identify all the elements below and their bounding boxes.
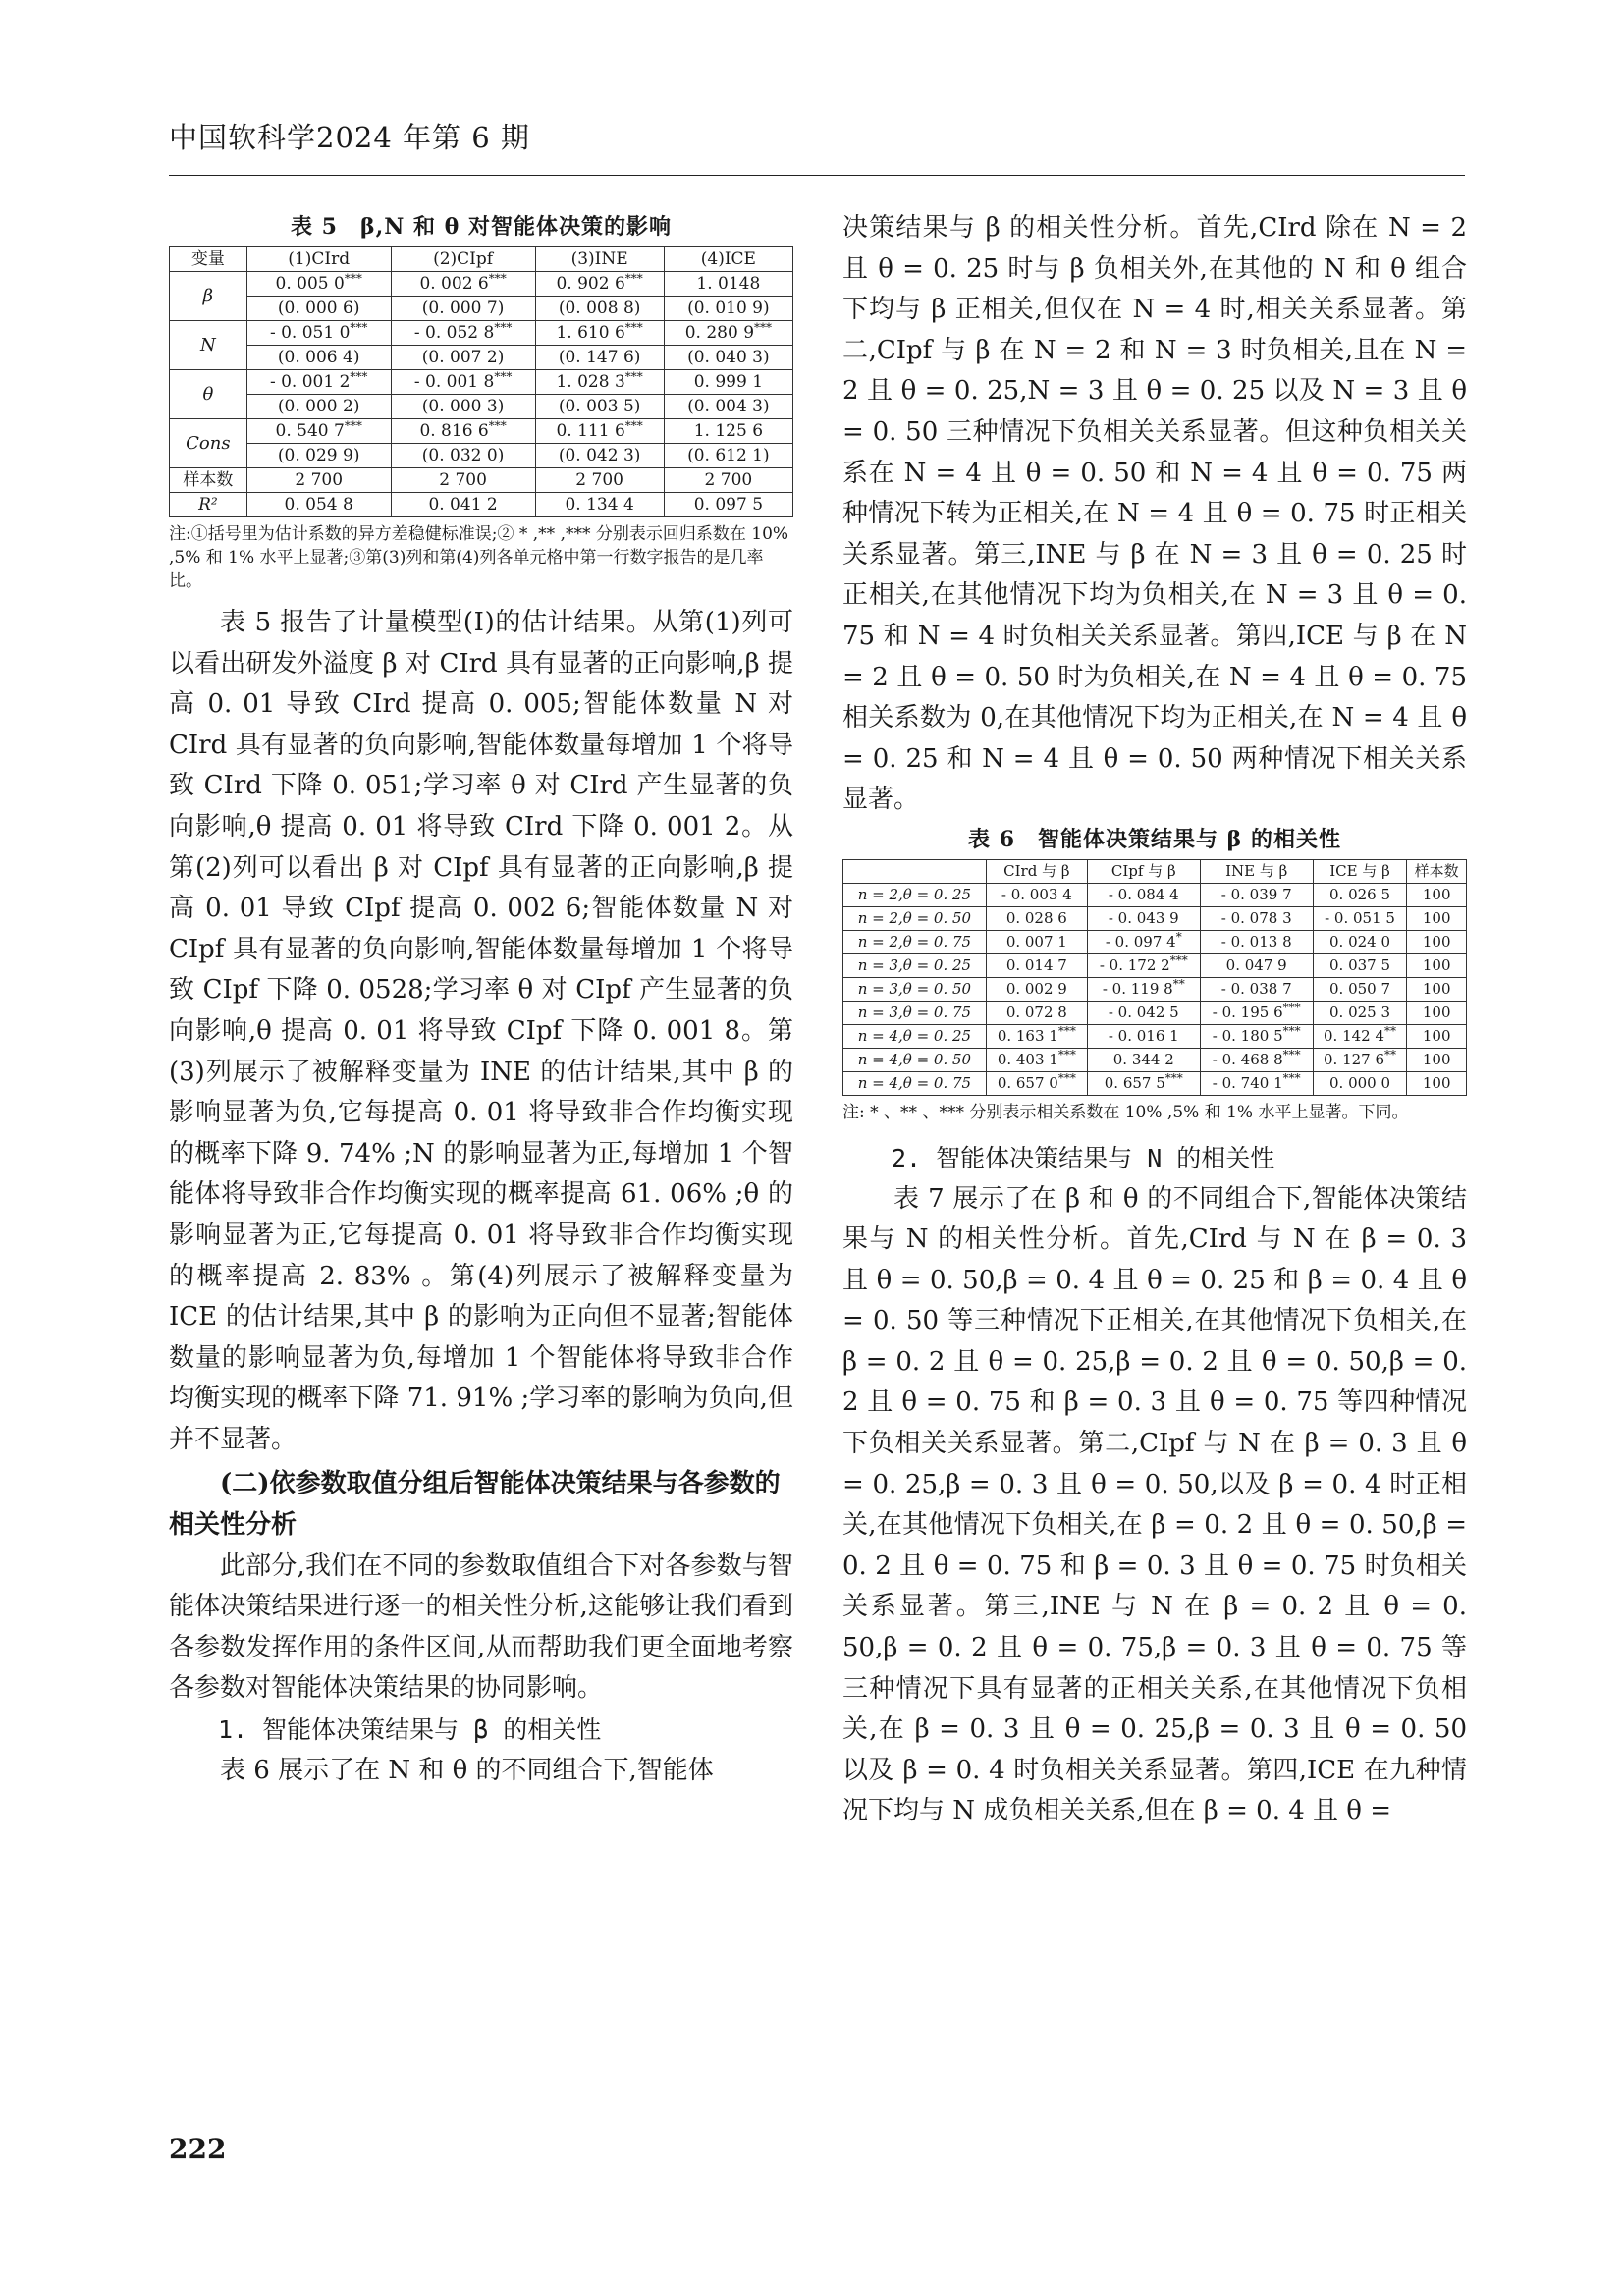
table5-coef-cell-text: 0. 816 6 [419,421,489,441]
table5-se-cell-text: (0. 010 9) [687,299,770,318]
table6-value-cell [1407,1071,1467,1095]
table5-header-cell-text: (4)ICE [700,249,756,269]
table5-header-cell [246,247,391,272]
table6-note: 注: * 、** 、*** 分别表示相关系数在 10% ,5% 和 1% 水平上显著。下同。 [842,1102,1409,1122]
table5-header-cell-text: (1)CIrd [288,249,351,269]
table5-coef-cell-text: 1. 125 6 [693,421,764,441]
table6-value-cell-text: 0. 072 8 [1005,1003,1067,1021]
table6-row-label-text: n = 4,θ = 0. 50 [857,1050,972,1068]
table5-r2-cell-text: 0. 054 8 [284,495,353,515]
table5-se-cell-text: (0. 000 3) [421,397,505,416]
significance-stars: *** [1057,1047,1076,1061]
table6-value-cell-text: - 0. 740 1 [1212,1073,1283,1092]
table5-r2-row [170,493,793,517]
table5-coef-cell [391,419,535,444]
significance-stars: *** [494,369,513,384]
table6-row-label [843,1048,987,1071]
table5-se-cell [535,297,664,321]
table5-r2-cell [391,493,535,517]
table6-header-cell-text: 样本数 [1414,861,1459,880]
significance-stars: *** [488,418,507,433]
table5-coef-cell-text: - 0. 052 8 [413,323,495,343]
table6-value-cell [1200,1001,1313,1024]
significance-stars: *** [350,320,368,335]
table6-row [843,930,1467,953]
significance-stars: *** [1282,1023,1301,1038]
table6-value-cell [1407,883,1467,906]
table6-value-cell [1313,953,1407,977]
significance-stars: *** [1282,1047,1301,1061]
table6-value-cell [1087,1001,1200,1024]
table5-row-label-text: β [202,285,214,306]
table6-value-cell-text: - 0. 097 4 [1105,932,1176,951]
table6-row [843,953,1467,977]
table6-value-cell [1407,953,1467,977]
significance-stars: *** [754,320,773,335]
table6-value-cell-text: - 0. 038 7 [1220,979,1292,998]
table6-value-cell-text: - 0. 039 7 [1220,885,1292,903]
table5-coef-cell-text: 1. 028 3 [556,372,625,392]
table6-value-cell-text: - 0. 016 1 [1108,1026,1179,1045]
right-paragraph-2: 表 7 展示了在 β 和 θ 的不同组合下,智能体决策结果与 N 的相关性分析。首先,CIrd 与 N 在 β = 0. 3 且 θ = 0. 50,β = 0. 4 且 θ = 0. 25 和 β = 0. 4 且 θ = 0. 50 等三种情况下正相关,在其他情况下负相关,在 β = 0. 2 且 θ = 0. 25,β = 0. 2 且 θ = 0. 50,β = 0. 2 且 θ = 0. 75 和 β = 0. 3 且 θ = 0. 75 等四种情况下负相关关系显著。第二,CIpf 与 N 在 β = 0. 3 且 θ = 0. 25,β = 0. 3 且 θ = 0. 50,以及 β = 0. 4 时正相关,在其他情况下负相关,在 β = 0. 2 且 θ = 0. 50,β = 0. 2 且 θ = 0. 75 和 β = 0. 3 且 θ = 0. 75 时负相关关系显著。第三,INE 与 N 在 β = 0. 2 且 θ = 0. 50,β = 0. 2 且 θ = 0. 75,β = 0. 3 且 θ = 0. 75 等三种情况下具有显著的正相关关系,在其他情况下负相关,在 β = 0. 3 且 θ = 0. 25,β = 0. 3 且 θ = 0. 50 以及 β = 0. 4 时负相关关系显著。第四,ICE 在九种情况下均与 N 成负相关关系,但在 β = 0. 4 且 θ = [842,1183,1467,1826]
significance-stars: ** [1384,1047,1397,1061]
table6-value-cell [1313,977,1407,1001]
table5-n-row [170,468,793,493]
left-paragraph-3: 表 6 展示了在 N 和 θ 的不同组合下,智能体 [220,1755,714,1785]
table5-se-row [170,444,793,468]
table5-se-cell-text: (0. 000 7) [421,299,505,318]
table5-header-cell [664,247,792,272]
table5-row-label [170,321,247,370]
table5-coef-cell-text: 0. 540 7 [275,421,345,441]
table5-n-cell [391,468,535,493]
table6-row [843,1001,1467,1024]
table5-row [170,321,793,346]
table5-row [170,419,793,444]
table6-value-cell-text: 0. 000 0 [1328,1073,1391,1092]
significance-stars: *** [624,369,643,384]
page-number: 222 [169,2133,227,2165]
table6-value-cell-text: - 0. 180 5 [1212,1026,1283,1045]
table5-n-cell-text: 2 700 [575,470,623,490]
table6-value-cell-text: - 0. 051 5 [1325,908,1395,927]
table6 [842,859,1467,1096]
table5-se-cell-text: (0. 003 5) [558,397,641,416]
table6-value-cell [1200,883,1313,906]
table6-value-cell [1313,1024,1407,1048]
table5-header-cell [391,247,535,272]
table5-coef-cell [535,272,664,297]
table6-value-cell-text: - 0. 078 3 [1220,908,1292,927]
table5-n-cell-text: 2 700 [295,470,344,490]
table6-value-cell-text: - 0. 195 6 [1212,1003,1283,1021]
table6-value-cell [1200,930,1313,953]
table6-row-label [843,1001,987,1024]
table6-value-cell [1200,1071,1313,1095]
table5-se-cell-text: (0. 147 6) [558,348,641,367]
table6-value-cell [1200,977,1313,1001]
table6-row-label [843,953,987,977]
table5-coef-cell-text: 0. 005 0 [275,274,345,294]
table5-se-cell [246,395,391,419]
table5-caption: 表 5 β,N 和 θ 对智能体决策的影响 [291,214,672,240]
table5-se-cell [391,444,535,468]
table5-r2-cell [246,493,391,517]
table5-r2-cell [664,493,792,517]
table5-coef-cell [664,272,792,297]
table6-row-label-text: n = 2,θ = 0. 75 [857,932,972,951]
left-paragraph-1: 表 5 报告了计量模型(Ⅰ)的估计结果。从第(1)列可以看出研发外溢度 β 对 CIrd 具有显著的正向影响,β 提高 0. 01 导致 CIrd 提高 0. 005;智能体数量 N 对 CIrd 具有显著的负向影响,智能体数量每增加 1 个将导致 CIrd 下降 0. 051;学习率 θ 对 CIrd 产生显著的负向影响,θ 提高 0. 01 将导致 CIrd 下降 0. 001 2。从第(2)列可以看出 β 对 CIpf 具有显著的正向影响,β 提高 0. 01 导致 CIpf 提高 0. 002 6;智能体数量 N 对 CIpf 具有显著的负向影响,智能体数量每增加 1 个将导致 CIpf 下降 0. 0528;学习率 θ 对 CIpf 产生显著的负向影响,θ 提高 0. 01 将导致 CIpf 下降 0. 001 8。第(3)列展示了被解释变量为 INE 的估计结果,其中 β 的影响显著为负,它每提高 0. 01 将导致非合作均衡实现的概率下降 9. 74% ;N 的影响显著为正,每增加 1 个智能体将导致非合作均衡实现的概率提高 61. 06% ;θ 的影响显著为正,它每提高 0. 01 将导致非合作均衡实现的概率提高 2. 83% 。第(4)列展示了被解释变量为 ICE 的估计结果,其中 β 的影响为正向但不显著;智能体数量的影响显著为负,每增加 1 个智能体将导致非合作均衡实现的概率下降 71. 91% ;学习率的影响为负向,但并不显著。 [169,608,793,1454]
table5-coef-cell [391,321,535,346]
table5-se-row [170,297,793,321]
table6-value-cell-text: 0. 163 1 [997,1026,1058,1045]
table5-se-cell [391,297,535,321]
significance-stars: * [1175,929,1182,944]
table6-value-cell-text: 100 [1422,979,1451,998]
table6-value-cell-text: - 0. 084 4 [1108,885,1179,903]
table6-row-label [843,906,987,930]
table6-value-cell [1313,1048,1407,1071]
significance-stars: *** [350,369,368,384]
table6-value-cell-text: - 0. 013 8 [1220,932,1292,951]
table5-se-cell [391,346,535,370]
table5-row-label-text: N [200,334,216,355]
table6-value-cell-text: 100 [1422,1073,1451,1092]
table5-header-cell-text: (2)CIpf [433,249,494,269]
table6-header-cell [1313,859,1407,883]
table6-row-label-text: n = 4,θ = 0. 25 [857,1026,972,1045]
table5-r2-cell-text: 0. 041 2 [428,495,498,515]
table6-value-cell-text: 0. 657 0 [997,1073,1058,1092]
table5-se-cell-text: (0. 004 3) [687,397,770,416]
table5-coef-cell-text: 1. 0148 [696,274,761,294]
table5-se-cell [246,346,391,370]
table6-value-cell [1200,1048,1313,1071]
table6-value-cell-text: 0. 007 1 [1005,932,1067,951]
table6-row-label-text: n = 2,θ = 0. 25 [857,885,972,903]
significance-stars: *** [624,320,643,335]
table5-se-cell-text: (0. 040 3) [687,348,770,367]
table6-value-cell-text: 0. 002 9 [1005,979,1067,998]
table6-value-cell [1087,953,1200,977]
table6-value-cell-text: 100 [1422,1026,1451,1045]
table5-row-label [170,493,247,517]
table5-coef-cell [246,321,391,346]
table6-value-cell-text: 0. 026 5 [1328,885,1391,903]
right-column [842,204,1467,1832]
table6-value-cell [1087,906,1200,930]
table6-value-cell-text: 0. 142 4 [1323,1026,1385,1045]
table5-n-cell-text: 2 700 [439,470,487,490]
right-paragraph-1: 决策结果与 β 的相关性分析。首先,CIrd 除在 N = 2 且 θ = 0. 25 时与 β 负相关外,在其他的 N 和 θ 组合下均与 β 正相关,但仅在 N = 4 时,相关关系显著。第二,CIpf 与 β 在 N = 2 和 N = 3 时负相关,且在 N = 2 且 θ = 0. 25,N = 3 且 θ = 0. 25 以及 N = 3 且 θ = 0. 50 三种情况下负相关关系显著。但这种负相关关系在 N = 4 且 θ = 0. 50 和 N = 4 且 θ = 0. 75 两种情况下转为正相关,在 N = 4 且 θ = 0. 75 时正相关关系显著。第三,INE 与 β 在 N = 3 且 θ = 0. 25 时正相关,在其他情况下均为负相关,在 N = 3 且 θ = 0. 75 和 N = 4 时负相关关系显著。第四,ICE 与 β 在 N = 2 且 θ = 0. 50 时为负相关,在 N = 4 且 θ = 0. 75 相关系数为 0,在其他情况下均为正相关,在 N = 4 且 θ = 0. 25 和 N = 4 且 θ = 0. 50 两种情况下相关关系显著。 [842,213,1467,815]
table5-se-cell [535,346,664,370]
table6-header-cell [843,859,987,883]
significance-stars: *** [1057,1023,1076,1038]
table5-coef-cell-text: 1. 610 6 [556,323,625,343]
table5-coef-cell-text: 0. 002 6 [419,274,489,294]
table6-value-cell [1313,1001,1407,1024]
table5-se-cell-text: (0. 006 4) [277,348,360,367]
table5-se-row [170,346,793,370]
left-paragraph-2: 此部分,我们在不同的参数取值组合下对各参数与智能体决策结果进行逐一的相关性分析,这能够让我们看到各参数发挥作用的条件区间,从而帮助我们更全面地考察各参数对智能体决策结果的协同影响。 [169,1550,793,1704]
table6-row [843,883,1467,906]
significance-stars: *** [1169,952,1188,967]
table5-n-cell [246,468,391,493]
table6-row [843,1071,1467,1095]
table6-value-cell-text: 0. 014 7 [1005,955,1067,974]
table5-se-cell-text: (0. 000 6) [277,299,360,318]
table6-row-label-text: n = 3,θ = 0. 50 [857,979,972,998]
table5-r2-cell-text: 0. 097 5 [693,495,764,515]
table6-row-label-text: n = 4,θ = 0. 75 [857,1073,972,1092]
table6-value-cell [1200,1024,1313,1048]
table6-value-cell-text: 100 [1422,955,1451,974]
table5-n-cell [664,468,792,493]
table6-value-cell-text: 100 [1422,908,1451,927]
table5-se-cell [535,395,664,419]
table6-value-cell [986,1071,1087,1095]
header-rule [169,175,1465,176]
table6-value-cell [1407,906,1467,930]
table5-coef-cell [535,370,664,395]
table5-header-cell [170,247,247,272]
table6-value-cell-text: - 0. 172 2 [1099,955,1170,974]
table6-row-label-text: n = 3,θ = 0. 25 [857,955,972,974]
table5-coef-cell [246,370,391,395]
table5-se-cell-text: (0. 042 3) [558,446,641,465]
table5-coef-cell-text: - 0. 001 2 [269,372,351,392]
table6-header-cell-text: CIrd 与 β [1003,861,1070,880]
significance-stars: *** [1282,1000,1301,1014]
table6-header-cell [1407,859,1467,883]
table6-header-cell [1087,859,1200,883]
table6-value-cell [1407,1024,1467,1048]
table6-row-label [843,1071,987,1095]
table6-value-cell [1313,883,1407,906]
table6-value-cell [986,1024,1087,1048]
table6-header-cell-text: ICE 与 β [1329,861,1390,880]
table6-value-cell [1313,1071,1407,1095]
running-header: 中国软科学2024 年第 6 期 [169,121,530,154]
table5-coef-cell [664,321,792,346]
table5-header-row [170,247,793,272]
table6-value-cell-text: - 0. 042 5 [1108,1003,1179,1021]
significance-stars: *** [1282,1070,1301,1085]
table5-se-cell [664,444,792,468]
table6-value-cell-text: - 0. 468 8 [1212,1050,1283,1068]
table6-header-cell [986,859,1087,883]
significance-stars: *** [1057,1070,1076,1085]
table5-header-cell-text: (3)INE [570,249,628,269]
table6-caption: 表 6 智能体决策结果与 β 的相关性 [968,826,1341,852]
table5-coef-cell-text: 0. 999 1 [693,372,764,392]
table6-value-cell-text: 100 [1422,1003,1451,1021]
table5-header-cell [535,247,664,272]
table6-value-cell-text: 100 [1422,932,1451,951]
table6-value-cell [986,977,1087,1001]
table5 [169,246,793,517]
table5-n-cell [535,468,664,493]
table6-value-cell [1407,977,1467,1001]
table5-row-label [170,370,247,419]
table5-header-cell-text: 变量 [190,249,225,269]
table5-row-label-text: θ [202,383,214,405]
table6-value-cell-text: 0. 024 0 [1328,932,1391,951]
table6-header-row [843,859,1467,883]
table5-se-cell-text: (0. 000 2) [277,397,360,416]
table5-coef-cell [664,370,792,395]
table6-value-cell-text: 0. 025 3 [1328,1003,1391,1021]
table5-se-cell [664,346,792,370]
table6-value-cell-text: 100 [1422,1050,1451,1068]
table6-value-cell [986,906,1087,930]
table6-header-cell [1200,859,1313,883]
significance-stars: *** [624,418,643,433]
table5-row-label-text: 样本数 [183,470,234,490]
table5-se-cell [664,395,792,419]
table6-row [843,906,1467,930]
table6-value-cell [1313,906,1407,930]
table6-row-label-text: n = 2,θ = 0. 50 [857,908,972,927]
table5-row-label-text: Cons [186,432,231,454]
table5-n-cell-text: 2 700 [704,470,753,490]
significance-stars: *** [344,271,362,286]
table5-se-cell [246,444,391,468]
table5-se-cell-text: (0. 007 2) [421,348,505,367]
table6-value-cell [1407,1048,1467,1071]
table5-se-cell-text: (0. 032 0) [421,446,505,465]
table5-se-cell [535,444,664,468]
table6-value-cell-text: 0. 037 5 [1328,955,1391,974]
table6-row [843,1024,1467,1048]
table6-value-cell-text: 0. 028 6 [1005,908,1067,927]
significance-stars: ** [1384,1023,1397,1038]
table5-se-cell-text: (0. 008 8) [558,299,641,318]
table6-header-cell-text: INE 与 β [1225,861,1288,880]
table6-row-label [843,883,987,906]
table6-row [843,1048,1467,1071]
subheading-2: 2. 智能体决策结果与 N 的相关性 [892,1143,1275,1172]
table5-se-row [170,395,793,419]
table5-coef-cell-text: - 0. 001 8 [413,372,495,392]
table6-value-cell-text: - 0. 043 9 [1108,908,1179,927]
table6-value-cell [1313,930,1407,953]
table5-note: 注:①括号里为估计系数的异方差稳健标准误;② * ,** ,*** 分别表示回归系数在 10% ,5% 和 1% 水平上显著;③第(3)列和第(4)列各单元格中第一行数字报告的是几率比。 [169,524,789,591]
table5-coef-cell [535,419,664,444]
significance-stars: ** [1172,976,1185,991]
section-heading: (二)依参数取值分组后智能体决策结果与各参数的相关性分析 [169,1469,781,1541]
table6-value-cell-text: 0. 127 6 [1323,1050,1385,1068]
table5-coef-cell-text: 0. 280 9 [684,323,755,343]
table5-row-label-text: R² [198,495,218,515]
table5-se-cell-text: (0. 029 9) [277,446,360,465]
left-column [169,204,793,1791]
table5-coef-cell-text: - 0. 051 0 [269,323,351,343]
table6-row-label [843,977,987,1001]
table5-coef-cell-text: 0. 902 6 [556,274,625,294]
significance-stars: *** [494,320,513,335]
table5-row-label [170,468,247,493]
table6-value-cell-text: - 0. 003 4 [1001,885,1072,903]
table6-header-cell-text: CIpf 与 β [1110,861,1176,880]
table6-row [843,977,1467,1001]
table6-value-cell [986,1001,1087,1024]
table6-value-cell [1087,930,1200,953]
table5-se-cell-text: (0. 612 1) [687,446,770,465]
table6-value-cell-text: - 0. 119 8 [1102,979,1173,998]
table5-r2-cell-text: 0. 134 4 [565,495,634,515]
table5-coef-cell [391,272,535,297]
table6-value-cell-text: 100 [1422,885,1451,903]
table5-se-cell [391,395,535,419]
table6-value-cell-text: 0. 050 7 [1328,979,1391,998]
table5-coef-cell [246,272,391,297]
table6-value-cell [1407,930,1467,953]
table5-se-cell [246,297,391,321]
table6-value-cell [986,953,1087,977]
table6-value-cell-text: 0. 403 1 [997,1050,1058,1068]
table5-coef-cell [535,321,664,346]
table6-value-cell-text: 0. 344 2 [1112,1050,1174,1068]
significance-stars: *** [624,271,643,286]
table5-coef-cell [664,419,792,444]
table6-value-cell [1407,1001,1467,1024]
table6-row-label-text: n = 3,θ = 0. 75 [857,1003,972,1021]
table5-se-cell [664,297,792,321]
subheading-1: 1. 智能体决策结果与 β 的相关性 [218,1715,602,1745]
table6-row-label [843,930,987,953]
table6-value-cell-text: 0. 047 9 [1225,955,1287,974]
table5-row [170,370,793,395]
table5-r2-cell [535,493,664,517]
table6-row-label [843,1024,987,1048]
table6-value-cell [986,883,1087,906]
significance-stars: *** [344,418,362,433]
table6-value-cell [1087,977,1200,1001]
table6-value-cell [1200,906,1313,930]
table6-value-cell [986,1048,1087,1071]
significance-stars: *** [1164,1070,1183,1085]
table6-value-cell [1087,1048,1200,1071]
table5-row [170,272,793,297]
table6-value-cell [986,930,1087,953]
table5-coef-cell [246,419,391,444]
table5-row-label [170,272,247,321]
table5-coef-cell [391,370,535,395]
table6-value-cell [1087,1024,1200,1048]
significance-stars: *** [488,271,507,286]
table6-value-cell-text: 0. 657 5 [1104,1073,1165,1092]
table5-row-label [170,419,247,468]
table6-value-cell [1087,883,1200,906]
table6-value-cell [1200,953,1313,977]
table6-value-cell [1087,1071,1200,1095]
table5-coef-cell-text: 0. 111 6 [556,421,625,441]
